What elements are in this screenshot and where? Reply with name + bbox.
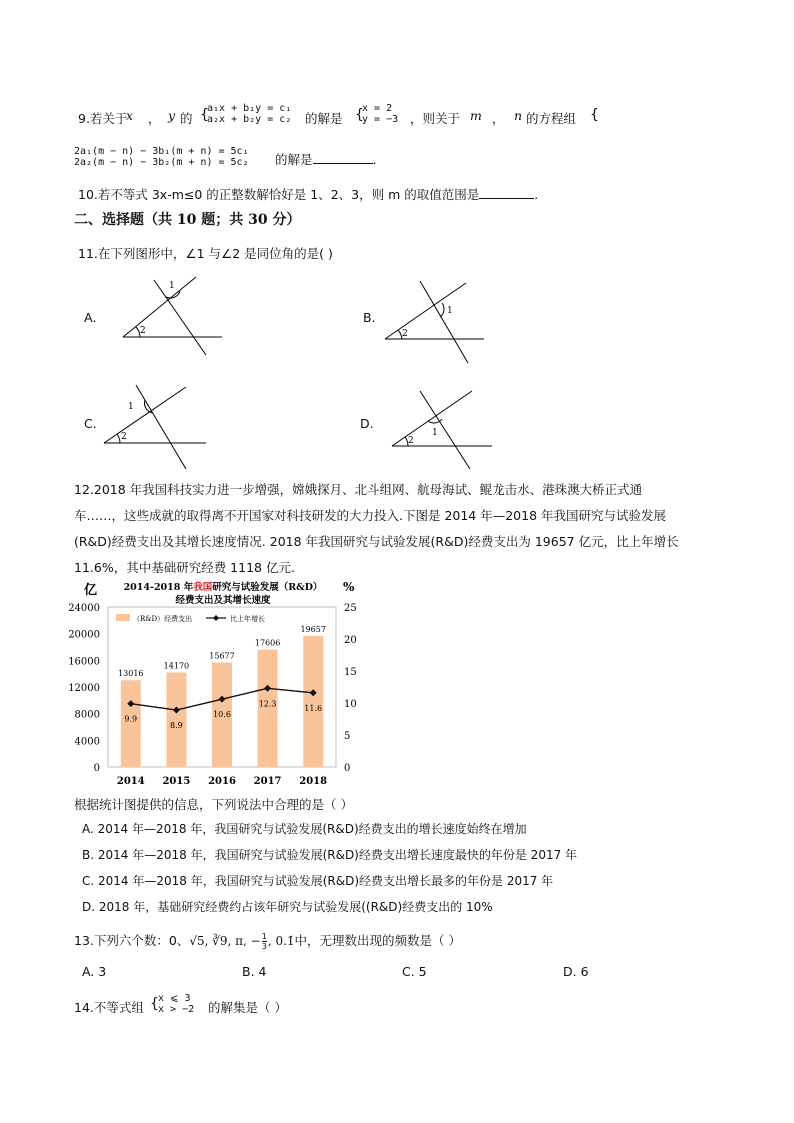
q12-line-3: (R&D)经费支出及其增长速度情况. 2018 年我国研究与试验发展(R&D)经费支出为 19657 亿元，比上年增长 — [74, 534, 679, 549]
svg-text:1: 1 — [432, 428, 438, 438]
q10-text: 10.若不等式 3x-m≤0 的正整数解恰好是 1、2、3，则 m 的取值范围是 . — [78, 187, 539, 202]
q11-figure-d — [390, 383, 500, 473]
q9-sep-2: ， — [492, 111, 505, 126]
y-right-tick-label: 0 — [344, 763, 351, 774]
q9-equations: 2a₁(m − n) − 3b₁(m + n) = 5c₁ 2a₂(m − n) − 3b₂(m + n) = 5c₂ — [74, 146, 249, 168]
q13-option-c[interactable]: C. 5 — [402, 964, 427, 979]
q9-brace-3: { — [590, 107, 599, 123]
y-left-tick-label: 16000 — [68, 656, 100, 668]
y-right-tick-label: 20 — [344, 635, 357, 646]
angle-2-label: 2 — [140, 326, 146, 336]
q9-sep-1: ， — [148, 111, 161, 126]
growth-value-label: 10.6 — [213, 710, 231, 720]
q11-stem: 11.在下列图形中，∠1 与∠2 是同位角的是( ) — [78, 246, 333, 261]
q9-brace-2: { — [355, 107, 364, 123]
growth-value-label: 11.6 — [304, 703, 323, 713]
q9-of: 的 — [180, 111, 193, 126]
y-left-tick-label: 4000 — [74, 736, 100, 748]
angle-1-label: 1 — [169, 281, 175, 291]
svg-text:1: 1 — [447, 306, 453, 316]
q11-option-a-label[interactable]: A. — [84, 310, 97, 325]
q11-figure-b — [380, 275, 490, 365]
bar — [303, 636, 323, 767]
q9-eq-group: 的方程组 — [526, 111, 577, 126]
svg-text:2: 2 — [408, 436, 414, 446]
legend-line-marker — [213, 615, 219, 621]
q13-option-a[interactable]: A. 3 — [82, 964, 107, 979]
x-tick-label: 2017 — [253, 776, 282, 787]
q13-fraction: $\frac{1}{3}$ — [261, 932, 267, 951]
bar — [258, 650, 278, 767]
legend-bar-swatch — [116, 614, 130, 621]
q11-option-d-label[interactable]: D. — [360, 416, 374, 431]
q9-solution: x = 2 y = −3 — [362, 103, 399, 125]
bar — [166, 673, 186, 767]
growth-value-label: 9.9 — [124, 714, 138, 724]
y-right-tick-label: 10 — [344, 699, 357, 710]
q11-option-b-label[interactable]: B. — [363, 310, 376, 325]
bar-value-label: 15677 — [209, 651, 235, 661]
q11-figure-a — [118, 275, 228, 359]
q14-prefix: 14.不等式组 — [74, 1000, 144, 1015]
y-left-tick-label: 20000 — [68, 629, 100, 641]
y-right-tick-label: 15 — [344, 667, 357, 678]
section-2-title: 二、选择题（共 10 题；共 30 分） — [74, 212, 301, 228]
y-right-tick-label: 5 — [344, 731, 351, 742]
chart-subtitle: 经费支出及其增长速度 — [175, 595, 271, 606]
q12-question: 根据统计图提供的信息，下列说法中合理的是（ ） — [74, 797, 353, 812]
y-left-tick-label: 12000 — [68, 683, 100, 694]
q12-line-1: 12.2018 年我国科技实力进一步增强，嫦娥探月、北斗组网、航母海试、鲲龙击水、港珠澳大桥正式通 — [74, 482, 643, 497]
q13-stem: 13.下列六个数：0、√5, ∛9, π, − $\frac{1}{3}$ , 0.1̇中，无理数出现的频数是（ ） — [74, 932, 462, 951]
q12-line-4: 11.6%，其中基础研究经费 1118 亿元. — [74, 560, 295, 575]
q9-var-n: n — [514, 108, 523, 123]
q14-system: x ⩽ 3 x > −2 — [158, 993, 195, 1015]
svg-text:2: 2 — [402, 329, 408, 339]
y-left-tick-label: 0 — [93, 763, 100, 774]
q9-brace-1: { — [200, 107, 209, 123]
x-tick-label: 2014 — [116, 776, 145, 787]
x-tick-label: 2015 — [162, 776, 191, 787]
q10-answer-blank[interactable] — [479, 198, 534, 199]
growth-value-label: 12.3 — [258, 699, 277, 709]
y-right-tick-label: 25 — [344, 603, 357, 614]
svg-text:2: 2 — [121, 432, 127, 442]
q13-option-d[interactable]: D. 6 — [563, 964, 589, 979]
q14-brace: { — [150, 996, 159, 1012]
growth-value-label: 8.9 — [170, 721, 183, 731]
q9-var-m: m — [470, 108, 482, 123]
q9-var-x: x — [126, 108, 134, 123]
q13-option-b[interactable]: B. 4 — [242, 964, 267, 979]
q13-numbers: √5, ∛9, π, − — [189, 934, 261, 948]
q9-about: ，则关于 — [410, 111, 461, 126]
chart-ylabel-left: 亿 — [84, 583, 98, 598]
q14-suffix: 的解集是（ ） — [208, 1000, 287, 1015]
y-left-tick-label: 8000 — [74, 709, 100, 721]
legend-bar-label: （R&D）经费支出 — [133, 615, 193, 623]
x-tick-label: 2016 — [208, 776, 236, 787]
q12-option-a[interactable]: A. 2014 年—2018 年，我国研究与试验发展(R&D)经费支出的增长速度始终在增加 — [82, 822, 527, 836]
chart-title: 2014-2018 年我国研究与试验发展（R&D） — [123, 582, 323, 593]
q9-prefix: 9.若关于 — [78, 111, 128, 126]
bar-value-label: 14170 — [163, 661, 190, 671]
q11-option-c-label[interactable]: C. — [84, 416, 97, 431]
legend-line-label: 比上年增长 — [230, 615, 265, 623]
chart-ylabel-right: % — [343, 580, 355, 594]
q12-option-b[interactable]: B. 2014 年—2018 年，我国研究与试验发展(R&D)经费支出增长速度最快的年份是 2017 年 — [82, 848, 578, 862]
q12-option-c[interactable]: C. 2014 年—2018 年，我国研究与试验发展(R&D)经费支出增长最多的年份是 2017 年 — [82, 874, 554, 888]
bar-value-label: 13016 — [118, 669, 144, 679]
rd-expenditure-chart — [68, 577, 368, 792]
svg-text:1: 1 — [128, 402, 134, 412]
q9-suffix: 的解是 . — [275, 152, 377, 167]
transversal-line — [123, 277, 196, 337]
x-tick-label: 2018 — [299, 776, 328, 787]
bar-value-label: 17606 — [254, 638, 281, 648]
q9-answer-blank[interactable] — [313, 163, 373, 164]
bar-value-label: 19657 — [300, 624, 326, 634]
q12-line-2: 车……，这些成就的取得离不开国家对科技研发的大力投入.下图是 2014 年—2018 年我国研究与试验发展 — [74, 508, 667, 523]
q11-figure-c — [100, 383, 210, 473]
q9-solution-is: 的解是 — [305, 111, 343, 126]
q9-system: a₁x + b₁y = c₁ a₂x + b₂y = c₂ — [207, 103, 292, 125]
q9-var-y: y — [168, 108, 176, 123]
y-left-tick-label: 24000 — [68, 603, 100, 614]
q12-option-d[interactable]: D. 2018 年，基础研究经费约占该年研究与试验发展((R&D)经费支出的 10% — [82, 900, 493, 914]
